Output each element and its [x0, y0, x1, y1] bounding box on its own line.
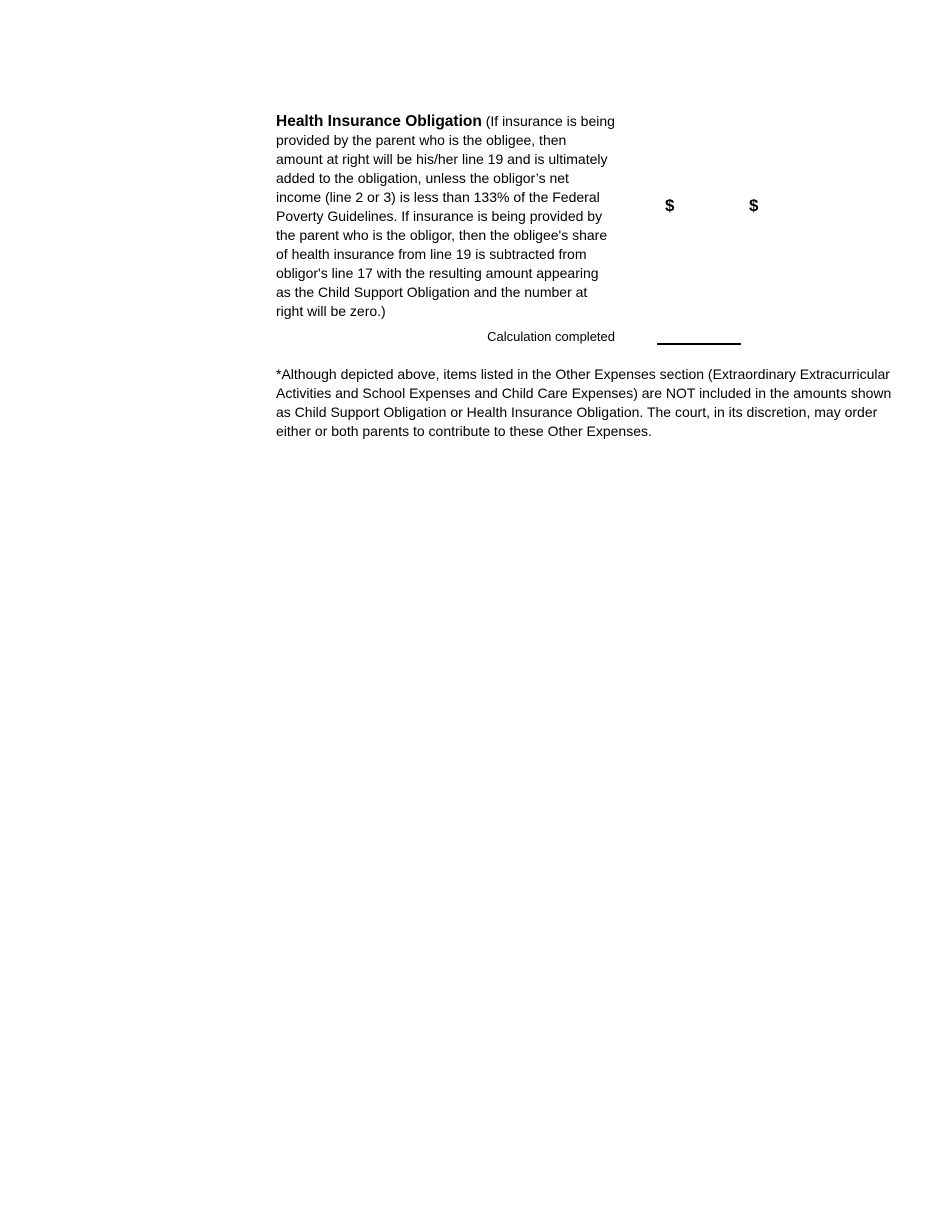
health-insurance-obligation-description: (If insurance is being provided by the parent who is the obligee, then amount at right will be his/her line 19 and is ultimately added to the obligation, unless the obligor’s net income (line 2 or 3) is less than 133% of the Federal Poverty Guidelines. If insurance is being provided by the parent who is the obligor, then the obligee's share of health insurance from line 19 is subtracted from obligor's line 17 with the resulting amount appearing as the Child Support Obligation and the number at right will be zero.)	[276, 113, 615, 319]
health-insurance-obligation-title: Health Insurance Obligation	[276, 113, 482, 130]
calculation-completed-label: Calculation completed	[487, 329, 615, 344]
other-expenses-footnote: *Although depicted above, items listed in the Other Expenses section (Extraordinary Extracurricular Activities and School Expenses and Child Care Expenses) are NOT included in the amounts shown as Child Support Obligation or Health Insurance Obligation. The court, in its discretion, may order either or both parents to contribute to these Other Expenses.	[276, 366, 892, 439]
obligee-amount-dollar-sign: $	[749, 196, 759, 215]
obligor-amount-dollar-sign: $	[665, 196, 675, 215]
calculation-completed-line	[657, 343, 741, 345]
health-insurance-obligation-section	[276, 112, 616, 321]
